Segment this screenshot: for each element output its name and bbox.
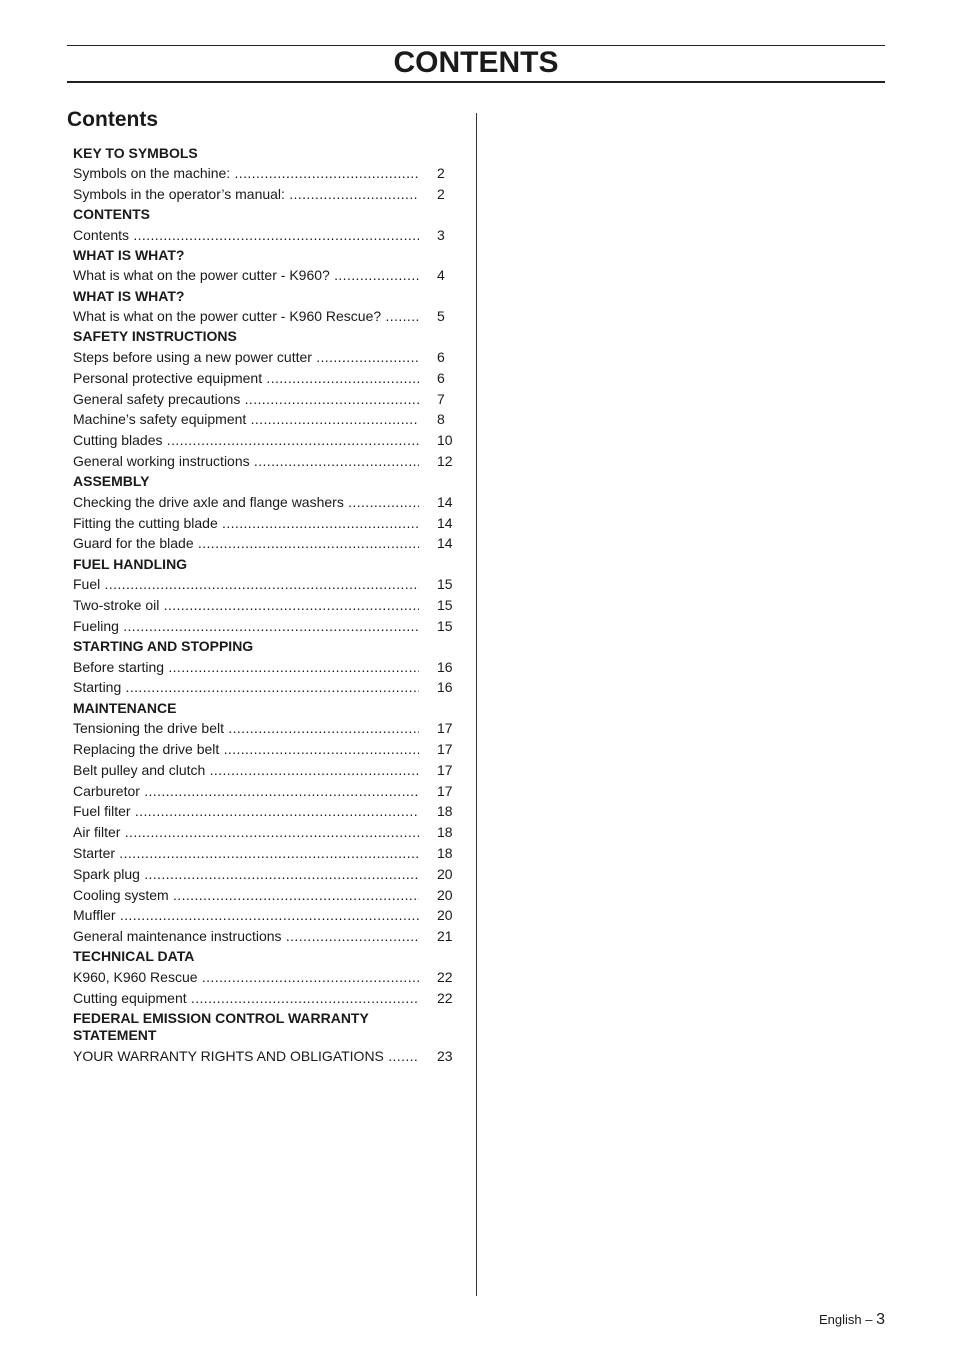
toc-entry-page-number: 17 — [437, 782, 453, 799]
toc-entry-label: General safety precautions — [73, 390, 241, 407]
toc-section-heading: FUEL HANDLING — [73, 555, 188, 572]
toc-entry[interactable] — [73, 1046, 463, 1067]
toc-entry[interactable] — [73, 677, 463, 698]
toc-entry-label: Air filter — [73, 824, 121, 841]
toc-entry-page-number: 22 — [437, 989, 453, 1006]
toc-entry-leader — [73, 843, 419, 864]
toc-entry[interactable] — [73, 513, 463, 534]
toc-entry-page-number: 18 — [437, 824, 453, 841]
toc-entry-label: Belt pulley and clutch — [73, 761, 206, 778]
toc-entry[interactable] — [73, 760, 463, 781]
toc-entry-leader — [73, 657, 419, 678]
table-of-contents — [73, 143, 463, 1066]
toc-entry-leader — [73, 163, 419, 184]
toc-entry-label: General maintenance instructions — [73, 928, 282, 945]
toc-entry-page-number: 17 — [437, 720, 453, 737]
toc-entry-leader — [73, 616, 419, 637]
toc-entry-page-number: 16 — [437, 679, 453, 696]
toc-entry-leader — [73, 409, 419, 430]
toc-entry-leader — [73, 533, 419, 554]
toc-entry[interactable] — [73, 718, 463, 739]
toc-entry-label: Machine’s safety equipment — [73, 411, 247, 428]
toc-entry-label: Symbols in the operator’s manual: — [73, 185, 285, 202]
toc-entry-label: Starter — [73, 844, 116, 861]
toc-entry-label: Tensioning the drive belt — [73, 720, 224, 737]
toc-entry-leader — [73, 967, 419, 988]
toc-entry-label: Fuel — [73, 576, 101, 593]
toc-entry-page-number: 20 — [437, 886, 453, 903]
toc-entry[interactable] — [73, 822, 463, 843]
toc-entry-label: Spark plug — [73, 865, 140, 882]
toc-entry[interactable] — [73, 843, 463, 864]
toc-entry-page-number: 18 — [437, 803, 453, 820]
toc-entry-page-number: 10 — [437, 432, 453, 449]
toc-entry-page-number: 14 — [437, 514, 453, 531]
toc-entry[interactable] — [73, 389, 463, 410]
toc-entry-label: Before starting — [73, 658, 165, 675]
toc-entry-page-number: 2 — [437, 165, 445, 181]
toc-section-heading: SAFETY INSTRUCTIONS — [73, 328, 237, 345]
toc-entry-leader — [73, 225, 419, 246]
toc-section-heading: ASSEMBLY — [73, 473, 150, 490]
toc-entry-leader — [73, 265, 419, 286]
toc-entry[interactable] — [73, 801, 463, 822]
toc-entry-leader — [73, 718, 419, 739]
toc-entry[interactable] — [73, 967, 463, 988]
toc-entry[interactable] — [73, 595, 463, 616]
toc-entry[interactable] — [73, 409, 463, 430]
toc-entry-page-number: 17 — [437, 761, 453, 778]
toc-section-heading: FEDERAL EMISSION CONTROL WARRANTY STATEMENT — [73, 1010, 369, 1043]
toc-entry[interactable] — [73, 306, 463, 327]
toc-entry-leader — [73, 389, 419, 410]
toc-entry-leader — [73, 739, 419, 760]
toc-entry[interactable] — [73, 926, 463, 947]
toc-entry[interactable] — [73, 163, 463, 184]
toc-entry-leader — [73, 885, 419, 906]
toc-entry-label: Cutting blades — [73, 432, 163, 449]
toc-entry-label: Fueling — [73, 617, 119, 634]
toc-entry-leader — [73, 513, 419, 534]
toc-entry-label: Symbols on the machine: — [73, 165, 231, 181]
toc-entry-leader — [73, 864, 419, 885]
toc-entry[interactable] — [73, 265, 463, 286]
toc-entry-leader — [73, 801, 419, 822]
toc-entry-page-number: 18 — [437, 844, 453, 861]
toc-entry-page-number: 17 — [437, 740, 453, 757]
toc-entry[interactable] — [73, 430, 463, 451]
toc-entry-label: Replacing the drive belt — [73, 740, 220, 757]
toc-entry-page-number: 21 — [437, 928, 453, 945]
toc-entry-label: What is what on the power cutter - K960 Rescue? — [73, 308, 382, 325]
footer-language: English — [818, 1312, 862, 1327]
toc-entry[interactable] — [73, 988, 463, 1009]
toc-section-heading: TECHNICAL DATA — [73, 948, 195, 965]
footer-page-number: 3 — [876, 1311, 885, 1328]
toc-entry[interactable] — [73, 574, 463, 595]
toc-entry-page-number: 4 — [437, 267, 445, 284]
toc-entry-label: Cutting equipment — [73, 989, 187, 1006]
toc-entry-label: Starting — [73, 679, 122, 696]
toc-entry-leader — [73, 822, 419, 843]
toc-entry-page-number: 20 — [437, 907, 453, 924]
toc-entry-label: Personal protective equipment — [73, 369, 263, 386]
toc-entry-page-number: 15 — [437, 617, 453, 634]
toc-entry-label: YOUR WARRANTY RIGHTS AND OBLIGATIONS — [73, 1047, 384, 1064]
toc-entry[interactable] — [73, 451, 463, 472]
toc-entry[interactable] — [73, 616, 463, 637]
toc-entry-leader — [73, 760, 419, 781]
toc-entry[interactable] — [73, 739, 463, 760]
toc-entry-leader — [73, 451, 419, 472]
toc-entry[interactable] — [73, 347, 463, 368]
toc-entry-page-number: 14 — [437, 535, 453, 552]
toc-entry-page-number: 8 — [437, 411, 445, 428]
toc-entry-leader — [73, 430, 419, 451]
toc-entry-label: Steps before using a new power cutter — [73, 348, 312, 365]
toc-entry-leader — [73, 988, 419, 1009]
toc-entry-page-number: 16 — [437, 658, 453, 675]
toc-section-heading: STARTING AND STOPPING — [73, 638, 254, 655]
toc-entry[interactable] — [73, 905, 463, 926]
toc-entry-leader — [73, 368, 419, 389]
toc-entry-label: Fuel filter — [73, 803, 131, 820]
toc-entry-label: Cooling system — [73, 886, 169, 903]
toc-entry-leader — [73, 1046, 419, 1067]
toc-entry-page-number: 15 — [437, 576, 453, 593]
column-divider — [476, 113, 477, 1296]
toc-entry[interactable] — [73, 184, 463, 205]
toc-entry-leader — [73, 926, 419, 947]
toc-entry[interactable] — [73, 781, 463, 802]
page-title: CONTENTS — [393, 46, 559, 79]
toc-entry-page-number: 23 — [437, 1047, 453, 1064]
toc-entry-leader — [73, 184, 419, 205]
section-title: Contents — [67, 108, 158, 131]
toc-entry-label: Fitting the cutting blade — [73, 514, 218, 531]
toc-section-heading: MAINTENANCE — [73, 699, 177, 716]
toc-entry-page-number: 2 — [437, 185, 445, 202]
toc-entry-leader — [73, 595, 419, 616]
toc-entry[interactable] — [73, 368, 463, 389]
toc-entry-leader — [73, 492, 419, 513]
toc-entry-leader — [73, 905, 419, 926]
toc-entry-page-number: 12 — [437, 452, 453, 469]
toc-entry-page-number: 6 — [437, 348, 445, 365]
toc-entry[interactable] — [73, 492, 463, 513]
toc-entry[interactable] — [73, 885, 463, 906]
toc-entry-page-number: 7 — [437, 390, 445, 407]
toc-entry[interactable] — [73, 533, 463, 554]
toc-entry-leader — [73, 306, 419, 327]
toc-entry-label: Muffler — [73, 907, 116, 924]
toc-entry[interactable] — [73, 864, 463, 885]
header-bottom-rule — [67, 81, 885, 83]
toc-entry-label: Contents — [73, 226, 130, 243]
toc-entry-label: What is what on the power cutter - K960? — [73, 267, 330, 284]
toc-section-heading: WHAT IS WHAT? — [73, 246, 185, 263]
toc-entry-page-number: 3 — [437, 226, 445, 243]
toc-entry[interactable] — [73, 657, 463, 678]
footer-separator: – — [865, 1312, 873, 1327]
toc-entry-label: Guard for the blade — [73, 535, 194, 552]
toc-entry-label: Checking the drive axle and flange washers — [73, 493, 344, 510]
toc-entry-page-number: 14 — [437, 493, 453, 510]
toc-entry-label: Carburetor — [73, 782, 140, 799]
toc-entry-page-number: 20 — [437, 865, 453, 882]
toc-entry-label: Two-stroke oil — [73, 596, 160, 613]
toc-entry-leader — [73, 677, 419, 698]
toc-entry-page-number: 6 — [437, 369, 445, 386]
toc-entry-leader — [73, 347, 419, 368]
toc-entry-label: K960, K960 Rescue — [73, 968, 198, 985]
toc-entry-label: General working instructions — [73, 452, 250, 469]
toc-entry-page-number: 15 — [437, 596, 453, 613]
toc-entry-leader — [73, 574, 419, 595]
toc-entry-leader — [73, 781, 419, 802]
toc-entry-page-number: 22 — [437, 968, 453, 985]
toc-section-heading: KEY TO SYMBOLS — [73, 144, 198, 161]
page-footer — [819, 1310, 885, 1330]
toc-section-heading: CONTENTS — [73, 206, 150, 223]
toc-entry-page-number: 5 — [437, 308, 445, 325]
toc-section-heading: WHAT IS WHAT? — [73, 287, 185, 304]
toc-entry[interactable] — [73, 225, 463, 246]
